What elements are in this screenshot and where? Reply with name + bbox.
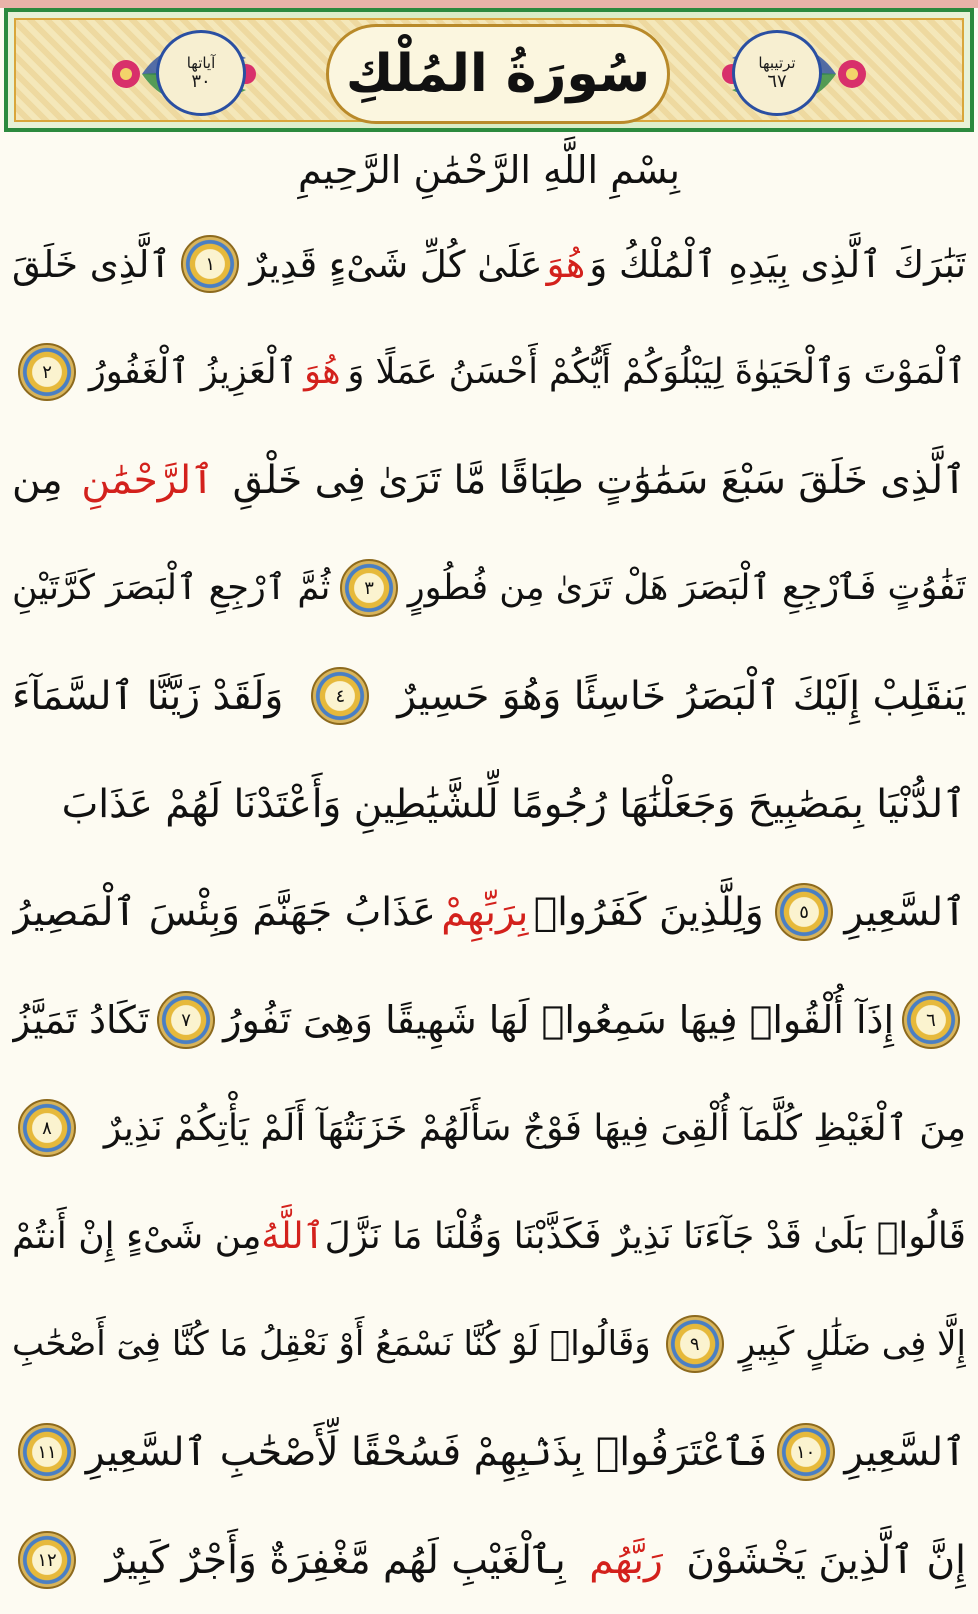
verse-end-marker: ١١ (18, 1423, 76, 1481)
verse-text: عَلَىٰ كُلِّ شَىْءٍ قَدِيرٌ (249, 242, 543, 286)
verse-text: إِذَآ أُلْقُوا۟ فِيهَا سَمِعُوا۟ لَهَا شَهِيقًا وَهِىَ تَفُورُ (223, 998, 895, 1042)
divine-name-text: ٱللَّهُ (261, 1215, 325, 1257)
verse-text: إِلَّا فِى ضَلَٰلٍ كَبِيرٍ (738, 1324, 966, 1364)
verse-text: تَبَٰرَكَ ٱلَّذِى بِيَدِهِ ٱلْمُلْكُ وَ (589, 242, 966, 286)
text-line (12, 426, 966, 534)
verse-text: مِن شَىْءٍ إِنْ أَنتُمْ (12, 1215, 262, 1257)
verse-text: تَفَٰوُتٍ فَٱرْجِعِ ٱلْبَصَرَ هَلْ تَرَىٰ مِن فُطُورٍ (407, 568, 966, 608)
text-line (12, 1074, 966, 1182)
verse-text: مِن (12, 457, 63, 503)
divine-name-text: رَبَّهُم (589, 1537, 663, 1583)
basmala: بِسْمِ اللَّهِ الرَّحْمَٰنِ الرَّحِيمِ (298, 148, 680, 192)
text-line (12, 750, 966, 858)
order-number: ٦٧ (767, 71, 787, 92)
text-line (12, 1182, 966, 1290)
verse-end-marker: ١ (181, 235, 239, 293)
divine-name-text: هُوَ (304, 352, 341, 392)
text-line (12, 858, 966, 966)
text-line (12, 642, 966, 750)
verse-text: يَنقَلِبْ إِلَيْكَ ٱلْبَصَرُ خَاسِئًا وَهُوَ حَسِيرٌ (397, 673, 966, 719)
text-line (12, 210, 966, 318)
verse-text: مِنَ ٱلْغَيْظِ كُلَّمَآ أُلْقِىَ فِيهَا فَوْجٌ سَأَلَهُمْ خَزَنَتُهَآ أَلَمْ يَأْتِكُمْ نَذِيرٌ (103, 1107, 966, 1149)
verse-text: وَلِلَّذِينَ كَفَرُوا۟ (533, 889, 764, 935)
surah-order-cartouche (732, 30, 822, 116)
surah-title: سُورَةُ المُلْكِ (345, 44, 651, 104)
verse-text: إِنَّ ٱلَّذِينَ يَخْشَوْنَ (686, 1537, 966, 1583)
verse-text: بِٱلْغَيْبِ لَهُم مَّغْفِرَةٌ وَأَجْرٌ كَبِيرٌ (105, 1537, 566, 1583)
verse-text: ٱلَّذِى خَلَقَ سَبْعَ سَمَٰوَٰتٍ طِبَاقًا مَّا تَرَىٰ فِى خَلْقِ (232, 457, 966, 503)
verse-end-marker: ١٠ (777, 1423, 835, 1481)
surah-title-box (326, 24, 670, 124)
verse-text: ٱلْعَزِيزُ ٱلْغَفُورُ (88, 352, 298, 392)
text-line (12, 318, 966, 426)
verse-text: فَٱعْتَرَفُوا۟ بِذَنۢبِهِمْ فَسُحْقًا لِّأَصْحَٰبِ ٱلسَّعِيرِ (85, 1429, 767, 1475)
verse-text: ٱلسَّعِيرِ (844, 889, 966, 935)
verse-end-marker: ٥ (775, 883, 833, 941)
verse-end-marker: ٢ (18, 343, 76, 401)
verses-count-cartouche (156, 30, 246, 116)
verse-text: ٱلسَّعِيرِ (844, 1429, 966, 1475)
verse-end-marker: ٦ (902, 991, 960, 1049)
verses-number: ٣٠ (191, 71, 211, 92)
verse-end-marker: ٨ (18, 1099, 76, 1157)
verse-end-marker: ٧ (157, 991, 215, 1049)
divine-name-text: بِرَبِّهِمْ (441, 889, 529, 935)
divine-name-text: هُوَ (546, 242, 586, 286)
verse-end-marker: ١٢ (18, 1531, 76, 1589)
verse-end-marker: ٩ (666, 1315, 724, 1373)
divine-name-text: ٱلرَّحْمَٰنِ (81, 457, 214, 503)
order-label: ترتيبها (758, 54, 796, 72)
verse-text: تَكَادُ تَمَيَّزُ (12, 998, 150, 1042)
verse-text: ٱلدُّنْيَا بِمَصَٰبِيحَ وَجَعَلْنَٰهَا رُجُومًا لِّلشَّيَٰطِينِ وَأَعْتَدْنَا لَهُمْ عَذَابَ (61, 781, 966, 827)
verse-text: عَذَابُ جَهَنَّمَ وَبِئْسَ ٱلْمَصِيرُ (12, 889, 436, 935)
surah-header-frame (4, 8, 974, 132)
verse-text: قَالُوا۟ بَلَىٰ قَدْ جَآءَنَا نَذِيرٌ فَكَذَّبْنَا وَقُلْنَا مَا نَزَّلَ (324, 1215, 966, 1257)
top-border-strip (0, 0, 978, 8)
header-ornament-panel (14, 18, 964, 122)
verse-text: ثُمَّ ٱرْجِعِ ٱلْبَصَرَ كَرَّتَيْنِ (12, 568, 331, 608)
verse-text: وَلَقَدْ زَيَّنَّا ٱلسَّمَآءَ (12, 673, 284, 719)
text-line (12, 966, 966, 1074)
verse-end-marker: ٣ (340, 559, 398, 617)
quran-text-lines (12, 210, 966, 1614)
text-line (12, 1290, 966, 1398)
text-line (12, 1398, 966, 1506)
verse-text: ٱلْمَوْتَ وَٱلْحَيَوٰةَ لِيَبْلُوَكُمْ أَيُّكُمْ أَحْسَنُ عَمَلًا وَ (347, 352, 966, 392)
verse-text: وَقَالُوا۟ لَوْ كُنَّا نَسْمَعُ أَوْ نَعْقِلُ مَا كُنَّا فِىٓ أَصْحَٰبِ (12, 1324, 651, 1364)
verse-end-marker: ٤ (311, 667, 369, 725)
text-line (12, 534, 966, 642)
verse-text: ٱلَّذِى خَلَقَ (12, 242, 172, 286)
text-line (12, 1506, 966, 1614)
verses-label: آياتها (186, 54, 216, 72)
